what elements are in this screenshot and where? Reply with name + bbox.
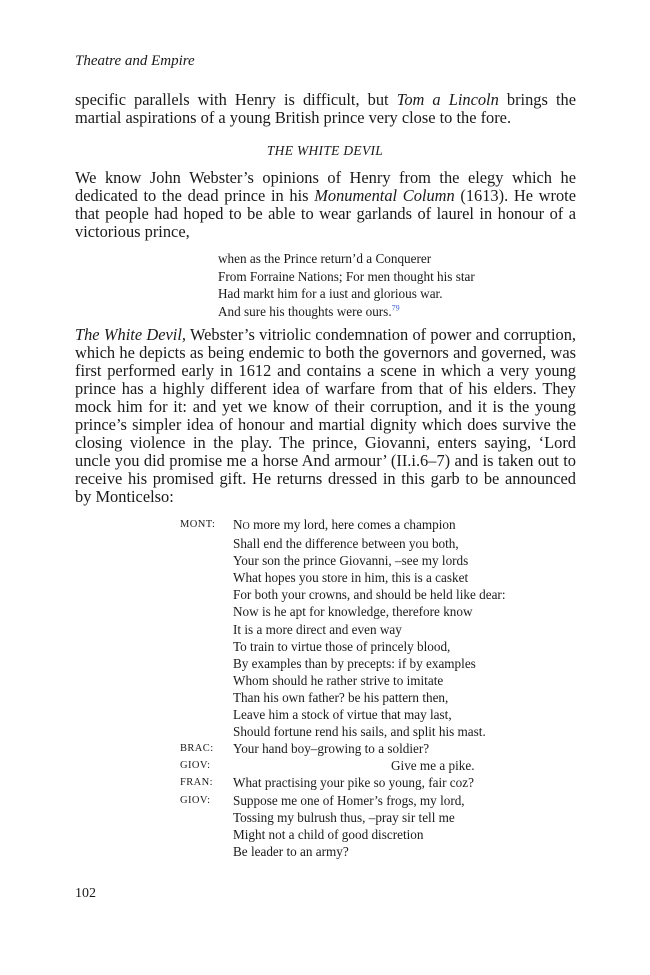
dialogue-line: To train to virtue those of princely blood,: [233, 638, 451, 654]
elegy-quotation: [218, 250, 475, 320]
dialogue-line: Now is he apt for knowledge, therefore know: [233, 604, 473, 620]
dialogue-line: FRAN: What practising your pike so young, fair coz?: [180, 775, 474, 791]
poem-line: Had markt him for a iust and glorious war.: [218, 286, 443, 301]
dialogue-line: Tossing my bulrush thus, –pray sir tell me: [233, 809, 455, 825]
dialogue-line: Be leader to an army?: [233, 843, 349, 859]
paragraph-webster-elegy: We know John Webster’s opinions of Henry from the elegy which he dedicated to the dead prince in his Monumental Column (1613). He wrote that people had hoped to be able to wear garlands of laurel in honour of a victorious prince,: [75, 168, 577, 241]
poem-line: when as the Prince return’d a Conquerer: [218, 251, 432, 266]
play-excerpt: [180, 516, 506, 860]
running-header: Theatre and Empire: [75, 53, 195, 69]
dialogue-line: Might not a child of good discretion: [233, 826, 424, 842]
dialogue-line: MONT: NO more my lord, here comes a champion: [180, 516, 506, 535]
speaker-label: GIOV:: [180, 794, 211, 806]
poem-line: From Forraine Nations; For men thought his star: [218, 268, 475, 284]
paragraph-tom-a-lincoln: specific parallels with Henry is difficult, but Tom a Lincoln brings the martial aspirations of a young British prince very close to the fore.: [75, 90, 576, 127]
dialogue-line: Shall end the difference between you both,: [233, 536, 459, 552]
dialogue-line: BRAC: Your hand boy–growing to a soldier?: [180, 741, 430, 757]
poem-line: And sure his thoughts were ours.$^{79}$: [218, 303, 400, 319]
speaker-label: FRAN:: [180, 777, 213, 789]
dialogue-line: Than his own father? be his pattern then,: [233, 689, 449, 705]
dialogue-line: GIOV: Give me a pike.: [180, 758, 475, 774]
dialogue-line: GIOV: Suppose me one of Homer’s frogs, my lord,: [180, 792, 465, 808]
dialogue-line: It is a more direct and even way: [233, 621, 402, 637]
speaker-label: MONT:: [180, 519, 216, 530]
dialogue-line: Your son the prince Giovanni, –see my lords: [233, 553, 469, 569]
dialogue-line: Leave him a stock of virtue that may last,: [233, 707, 452, 723]
footnote-reference[interactable]: 79: [391, 303, 400, 313]
dialogue-line: What hopes you store in him, this is a casket: [233, 570, 469, 586]
dialogue-line: By examples than by precepts: if by examples: [233, 655, 476, 671]
speaker-label: GIOV:: [180, 760, 211, 772]
speaker-label: BRAC:: [180, 743, 214, 755]
page-number: 102: [75, 886, 96, 901]
dialogue-line: Should fortune rend his sails, and split his mast.: [233, 724, 486, 740]
section-heading: THE WHITE DEVIL: [266, 143, 384, 158]
dialogue-line: Whom should he rather strive to imitate: [233, 672, 444, 688]
dialogue-line: For both your crowns, and should be held like dear:: [233, 587, 506, 603]
paragraph-white-devil: The White Devil, Webster’s vitriolic condemnation of power and corruption, which he depicts as being endemic to both the governors and governed, was first performed early in 1612 and contains a scene in which a very young prince has a highly different idea of warfare from that of his elders. They mock him for it: and yet we know of their corruption, and it is the young prince’s simpler idea of honour and martial dignity which does survive the closing violence in the play. The prince, Giovanni, enters saying, ‘Lord uncle you did promise me a horse And armour’ (II.i.6–7) and is taken out to receive his promised gift. He returns dressed in this garb to be announced by Monticelso:: [75, 325, 576, 506]
